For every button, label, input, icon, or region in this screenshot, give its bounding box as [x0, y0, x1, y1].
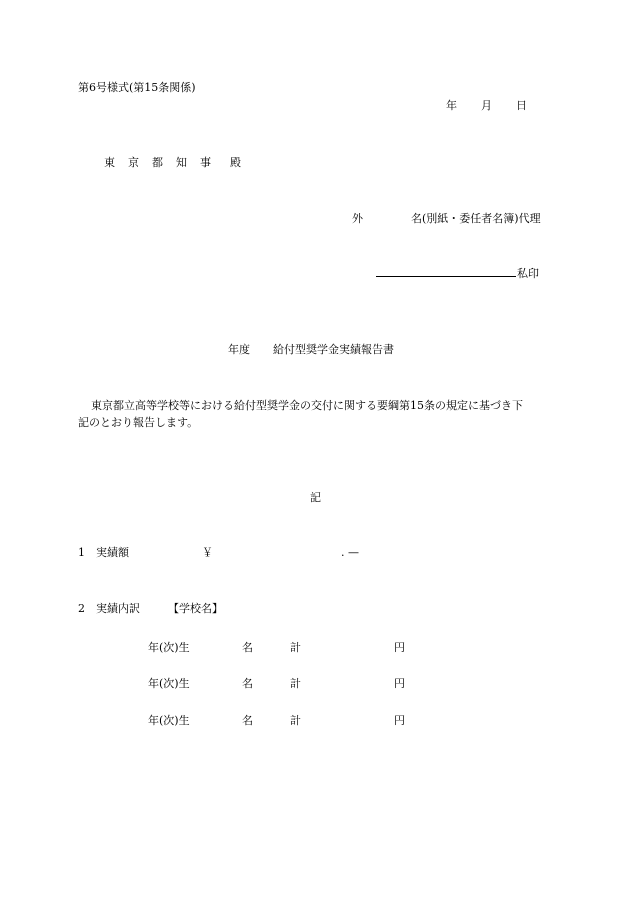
row-total: 計 [290, 641, 301, 654]
row-total: 計 [290, 714, 301, 727]
date-month: 月 [481, 99, 492, 112]
item2-school: 【学校名】 [168, 602, 223, 615]
body-line-2: 記のとおり報告します。 [78, 416, 199, 429]
date-day: 日 [516, 99, 527, 112]
row-count: 名 [242, 714, 253, 727]
row-unit: 円 [394, 714, 405, 727]
signature-line [376, 266, 516, 277]
title-name: 給付型奨学金実績報告書 [273, 343, 394, 356]
date-year: 年 [446, 99, 457, 112]
applicant-suffix: 名(別紙・委任者名簿)代理 [411, 212, 541, 225]
seal-label: 私印 [517, 267, 539, 280]
row-unit: 円 [394, 677, 405, 690]
item1-label: 実績額 [96, 546, 129, 559]
form-number: 第6号様式(第15条関係) [78, 81, 196, 94]
addressee-name: 東京都知事 [104, 156, 224, 169]
row-grade: 年(次)生 [148, 714, 190, 727]
title-year: 年度 [228, 343, 250, 356]
item2-label: 実績内訳 [96, 602, 140, 615]
item1-yen: ￥ [202, 546, 213, 559]
row-total: 計 [290, 677, 301, 690]
body-line-1: 東京都立高等学校等における給付型奨学金の交付に関する要綱第15条の規定に基づき下 [91, 399, 523, 412]
row-grade: 年(次)生 [148, 641, 190, 654]
ki-heading: 記 [310, 491, 321, 504]
row-count: 名 [242, 677, 253, 690]
item1-number: 1 [78, 546, 85, 559]
item2-number: 2 [78, 602, 85, 615]
signature-row [376, 266, 539, 281]
row-unit: 円 [394, 641, 405, 654]
item1-suffix: . — [341, 546, 359, 559]
row-count: 名 [242, 641, 253, 654]
applicant-prefix: 外 [352, 212, 363, 225]
addressee-honorific: 殿 [230, 156, 241, 169]
row-grade: 年(次)生 [148, 677, 190, 690]
